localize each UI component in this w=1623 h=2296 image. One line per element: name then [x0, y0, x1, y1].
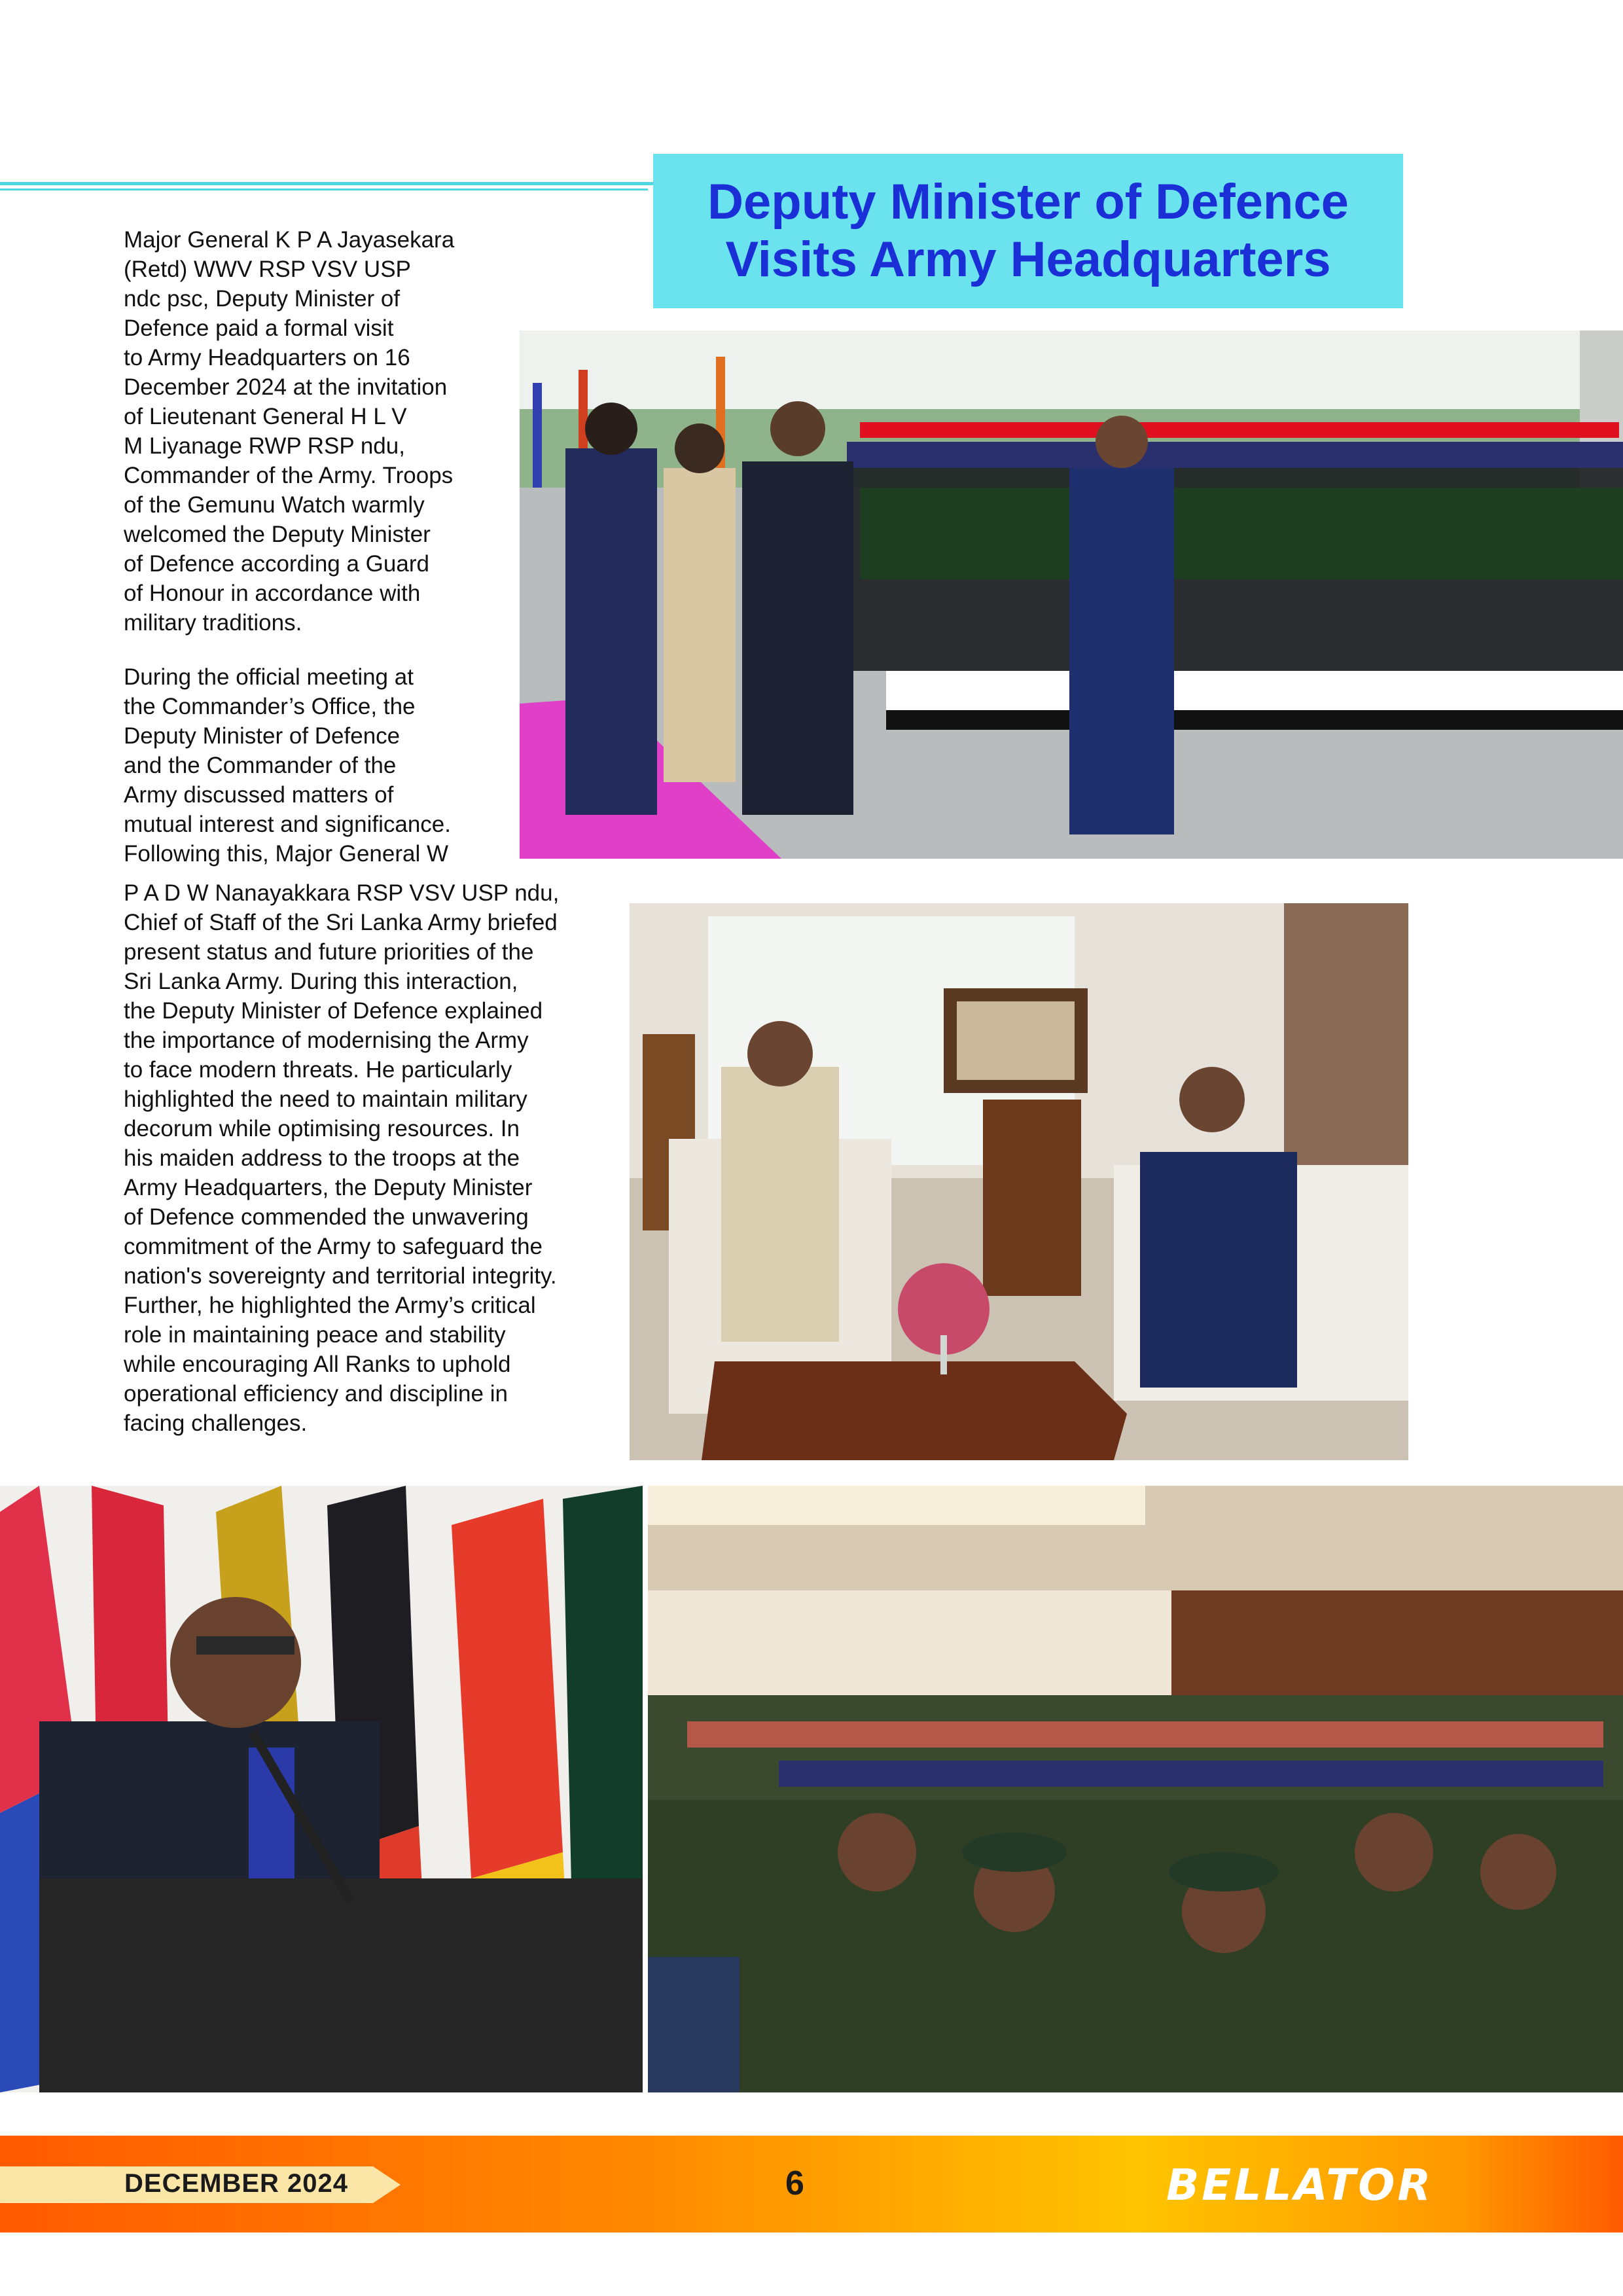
body-text-column3 — [124, 878, 608, 1438]
text-line: while encouraging All Ranks to uphold — [124, 1352, 511, 1377]
text-line: the Commander’s Office, the — [124, 694, 416, 719]
text-line: of Honour in accordance with — [124, 581, 421, 606]
photo-speaker-address — [0, 1486, 643, 2092]
text-line: of the Gemunu Watch warmly — [124, 492, 425, 518]
body-text-column1 — [124, 225, 516, 637]
text-line: commitment of the Army to safeguard the — [124, 1234, 543, 1259]
text-line: During the official meeting at — [124, 664, 414, 690]
text-line: facing challenges. — [124, 1410, 308, 1436]
text-line: Major General K P A Jayasekara — [124, 227, 455, 253]
body-text-column2 — [124, 662, 516, 869]
magazine-brand-logo: BELLATOR — [1166, 2160, 1434, 2210]
article-title-box — [653, 154, 1403, 308]
text-line: Defence paid a formal visit — [124, 315, 394, 341]
text-line: to face modern threats. He particularly — [124, 1057, 512, 1083]
text-line: of Defence commended the unwavering — [124, 1204, 529, 1230]
text-line: (Retd) WWV RSP VSV USP — [124, 257, 411, 282]
text-line: ndc psc, Deputy Minister of — [124, 286, 401, 312]
photo-troops-audience — [648, 1486, 1623, 2092]
text-line: M Liyanage RWP RSP ndu, — [124, 433, 405, 459]
text-line: decorum while optimising resources. In — [124, 1116, 520, 1141]
article-title-line1: Deputy Minister of Defence — [707, 174, 1349, 230]
text-line: of Defence according a Guard — [124, 551, 429, 577]
text-line: of Lieutenant General H L V — [124, 404, 407, 429]
text-line: mutual interest and significance. — [124, 812, 451, 837]
footer-issue-date: DECEMBER 2024 — [124, 2169, 349, 2198]
text-line: Army discussed matters of — [124, 782, 394, 808]
text-line: Following this, Major General W — [124, 841, 448, 867]
accent-rule-top — [0, 182, 654, 185]
text-line: and the Commander of the — [124, 753, 397, 778]
text-line: his maiden address to the troops at the — [124, 1145, 520, 1171]
text-line: P A D W Nanayakkara RSP VSV USP ndu, — [124, 880, 560, 906]
text-line: military traditions. — [124, 610, 302, 636]
text-line: the Deputy Minister of Defence explained — [124, 998, 543, 1024]
text-line: December 2024 at the invitation — [124, 374, 448, 400]
photo-guard-of-honour — [520, 331, 1623, 859]
text-line: to Army Headquarters on 16 — [124, 345, 410, 370]
text-line: Army Headquarters, the Deputy Minister — [124, 1175, 533, 1200]
text-line: highlighted the need to maintain military — [124, 1086, 527, 1112]
text-line: Chief of Staff of the Sri Lanka Army briefed — [124, 910, 558, 935]
text-line: Commander of the Army. Troops — [124, 463, 454, 488]
page-number: 6 — [785, 2164, 804, 2202]
photo-office-meeting — [630, 903, 1408, 1460]
text-line: Sri Lanka Army. During this interaction, — [124, 969, 518, 994]
article-title-line2: Visits Army Headquarters — [725, 232, 1331, 287]
text-line: Further, he highlighted the Army’s critical — [124, 1293, 536, 1318]
text-line: the importance of modernising the Army — [124, 1028, 529, 1053]
accent-rule-bottom — [0, 188, 648, 190]
text-line: operational efficiency and discipline in — [124, 1381, 508, 1407]
text-line: present status and future priorities of the — [124, 939, 534, 965]
text-line: welcomed the Deputy Minister — [124, 522, 431, 547]
text-line: nation's sovereignty and territorial integrity. — [124, 1263, 557, 1289]
text-line: role in maintaining peace and stability — [124, 1322, 506, 1348]
text-line: Deputy Minister of Defence — [124, 723, 401, 749]
